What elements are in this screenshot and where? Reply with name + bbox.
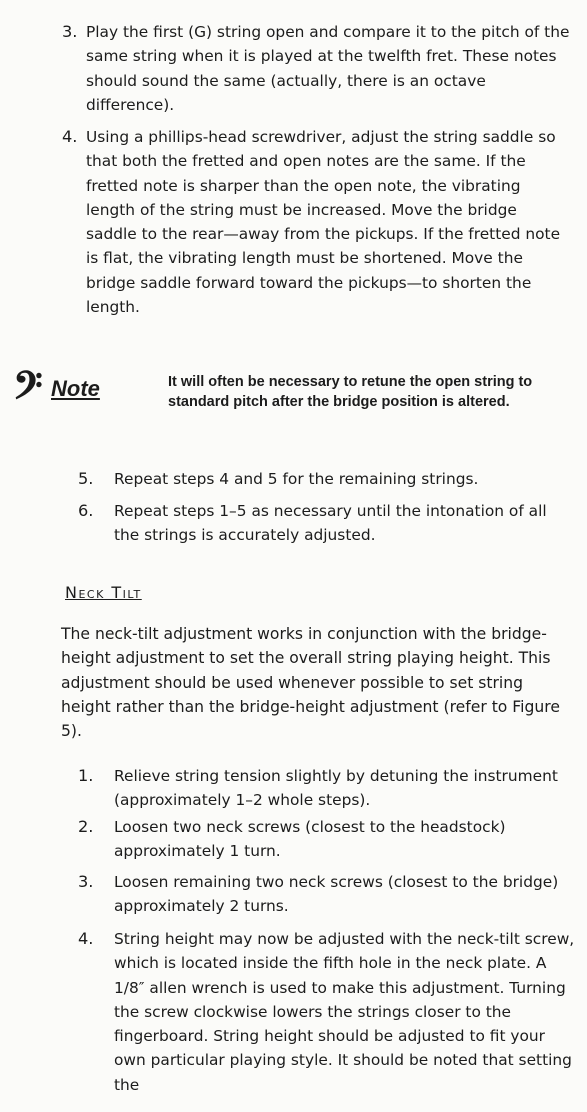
note-callout	[13, 363, 573, 443]
step-number: 2.	[78, 817, 94, 836]
step-number: 3.	[62, 22, 78, 41]
step-number: 4.	[62, 127, 78, 146]
step-text: Loosen remaining two neck screws (closest to the bridge) approximately 2 turns.	[114, 873, 559, 916]
section-paragraph: The neck-tilt adjustment works in conjunction with the bridge-height adjustment to set the overall string playing height. This adjustment should be used whenever possible to set string height rather than the bridge-height adjustment (refer to Figure 5).	[61, 625, 560, 741]
step-number: 3.	[78, 872, 94, 891]
step-text: Relieve string tension slightly by detuning the instrument (approximately 1–2 whole steps).	[114, 767, 558, 810]
section-heading: Neck Tilt	[65, 583, 142, 602]
step-text: Repeat steps 4 and 5 for the remaining strings.	[114, 470, 479, 488]
step-number: 1.	[78, 766, 94, 785]
step-text: Repeat steps 1–5 as necessary until the intonation of all the strings is accurately adjusted.	[114, 502, 547, 545]
step-number: 6.	[78, 501, 94, 520]
note-text: It will often be necessary to retune the open string to standard pitch after the bridge position is altered.	[168, 374, 533, 410]
step-text: String height may now be adjusted with the neck-tilt screw, which is located inside the fifth hole in the neck plate. A 1/8″ allen wrench is used to make this adjustment. Turning the screw clockwise lowers the strings closer to the fingerboard. String height should be adjusted to fit your own particular playing style. It should be noted that setting the	[114, 930, 575, 1094]
step-number: 4.	[78, 929, 94, 948]
note-label: Note	[51, 376, 100, 401]
bass-clef-icon: 𝄢	[13, 363, 43, 417]
step-text: Using a phillips-head screwdriver, adjust the string saddle so that both the fretted and open notes are the same. If the fretted note is sharper than the open note, the vibrating length of the string must be increased. Move the bridge saddle to the rear—away from the pickups. If the fretted note is flat, the vibrating length must be shortened. Move the bridge saddle forward toward the pickups—to shorten the length.	[86, 128, 561, 317]
step-number: 5.	[78, 469, 94, 488]
step-text: Play the first (G) string open and compare it to the pitch of the same string when it is played at the twelfth fret. These notes should sound the same (actually, there is an octave difference).	[86, 23, 570, 114]
step-text: Loosen two neck screws (closest to the headstock) approximately 1 turn.	[114, 818, 506, 861]
